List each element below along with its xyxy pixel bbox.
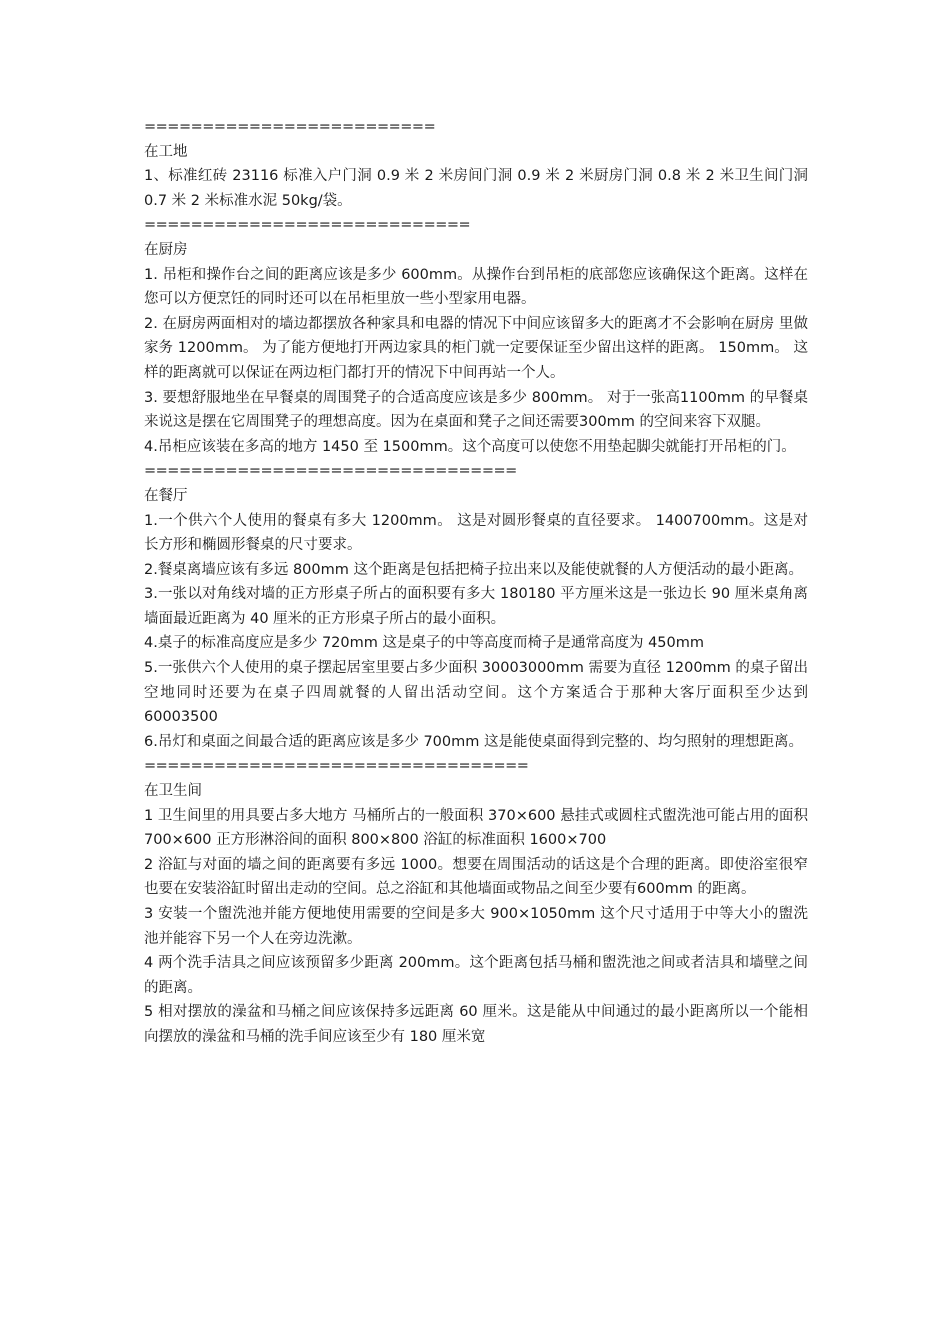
section-dining-room	[144, 459, 808, 754]
section-heading: 在工地	[144, 143, 188, 160]
paragraph: 5.一张供六个人使用的桌子摆起居室里要占多少面积 30003000mm 需要为直径 1200mm 的桌子留出空地同时还要为在桌子四周就餐的人留出活动空间。这个方案适合于那种大客厅面积至少达到 60003500	[144, 660, 808, 726]
section-separator: ============================	[144, 217, 471, 234]
paragraph: 1.一个供六个人使用的餐桌有多大 1200mm。 这是对圆形餐桌的直径要求。 1400700mm。这是对长方形和椭圆形餐桌的尺寸要求。	[144, 512, 808, 554]
paragraph: 3.一张以对角线对墙的正方形桌子所占的面积要有多大 180180 平方厘米这是一张边长 90 厘米桌角离墙面最近距离为 40 厘米的正方形桌子所占的最小面积。	[144, 586, 808, 627]
document-page	[144, 115, 808, 1050]
section-heading: 在餐厅	[144, 487, 188, 504]
section-construction-site	[144, 115, 808, 213]
section-heading: 在厨房	[144, 241, 188, 258]
paragraph: 2 浴缸与对面的墙之间的距离要有多远 1000。想要在周围活动的话这是个合理的距离。即使浴室很窄也要在安装浴缸时留出走动的空间。总之浴缸和其他墙面或物品之间至少要有600mm 的距离。	[144, 856, 808, 898]
paragraph: 2.餐桌离墙应该有多远 800mm 这个距离是包括把椅子拉出来以及能使就餐的人方便活动的最小距离。	[144, 561, 803, 578]
paragraph: 1、标准红砖 23116 标准入户门洞 0.9 米 2 米房间门洞 0.9 米 2 米厨房门洞 0.8 米 2 米卫生间门洞 0.7 米 2 米标准水泥 50kg/袋。	[144, 168, 808, 209]
paragraph: 6.吊灯和桌面之间最合适的距离应该是多少 700mm 这是能使桌面得到完整的、均匀照射的理想距离。	[144, 733, 803, 750]
section-bathroom	[144, 754, 808, 1049]
paragraph: 2. 在厨房两面相对的墙边都摆放各种家具和电器的情况下中间应该留多大的距离才不会影响在厨房 里做家务 1200mm。 为了能方便地打开两边家具的柜门就一定要保证至少留出这样的距离。 150mm。 这样的距离就可以保证在两边柜门都打开的情况下中间再站一个人。	[144, 315, 808, 381]
paragraph: 4 两个洗手洁具之间应该预留多少距离 200mm。这个距离包括马桶和盥洗池之间或者洁具和墙壁之间的距离。	[144, 955, 808, 996]
section-separator: =========================	[144, 119, 436, 135]
section-separator: =================================	[144, 758, 529, 775]
paragraph: 3 安装一个盥洗池并能方便地使用需要的空间是多大 900×1050mm 这个尺寸适用于中等大小的盥洗池并能容下另一个人在旁边洗漱。	[144, 906, 808, 947]
paragraph: 4.吊柜应该装在多高的地方 1450 至 1500mm。这个高度可以使您不用垫起脚尖就能打开吊柜的门。	[144, 438, 796, 455]
paragraph: 1. 吊柜和操作台之间的距离应该是多少 600mm。从操作台到吊柜的底部您应该确保这个距离。这样在您可以方便烹饪的同时还可以在吊柜里放一些小型家用电器。	[144, 266, 808, 308]
section-kitchen	[144, 213, 808, 459]
paragraph: 5 相对摆放的澡盆和马桶之间应该保持多远距离 60 厘米。这是能从中间通过的最小距离所以一个能相向摆放的澡盆和马桶的洗手间应该至少有 180 厘米宽	[144, 1004, 808, 1045]
section-heading: 在卫生间	[144, 783, 202, 800]
paragraph: 3. 要想舒服地坐在早餐桌的周围凳子的合适高度应该是多少 800mm。 对于一张高1100mm 的早餐桌来说这是摆在它周围凳子的理想高度。因为在桌面和凳子之间还需要300mm 的空间来容下双腿。	[144, 389, 808, 431]
paragraph: 4.桌子的标准高度应是多少 720mm 这是桌子的中等高度而椅子是通常高度为 450mm	[144, 635, 705, 652]
section-separator: ================================	[144, 463, 517, 480]
paragraph: 1 卫生间里的用具要占多大地方 马桶所占的一般面积 370×600 悬挂式或圆柱式盥洗池可能占用的面积 700×600 正方形淋浴间的面积 800×800 浴缸的标准面积 1600×700	[144, 807, 808, 849]
